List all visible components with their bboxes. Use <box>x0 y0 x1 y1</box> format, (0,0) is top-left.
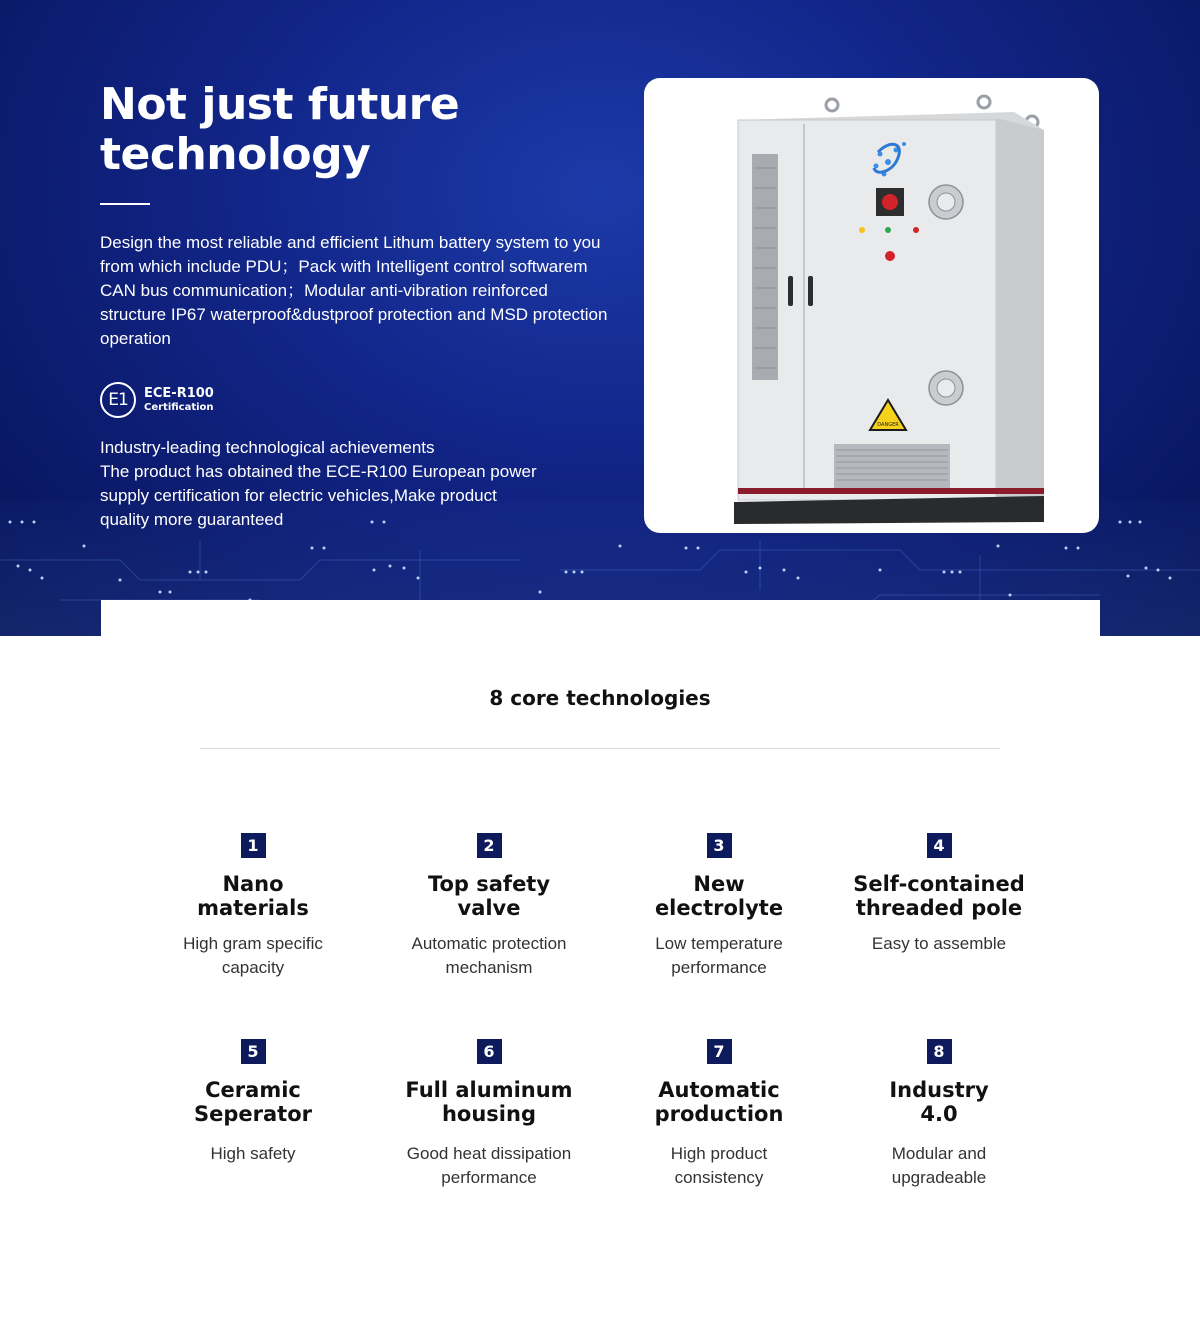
section-connector <box>101 600 1100 636</box>
tech-name: Nano materials <box>197 872 309 920</box>
tech-item-7 <box>604 1039 834 1190</box>
tech-name: Industry 4.0 <box>889 1078 989 1126</box>
tech-name: New electrolyte <box>654 872 784 920</box>
tech-description: Easy to assemble <box>871 934 1007 953</box>
tech-item-8 <box>824 1039 1054 1190</box>
tech-item-5 <box>138 1039 368 1166</box>
tech-description: Low temperature performance <box>655 934 783 977</box>
tech-item-3 <box>604 833 834 980</box>
hero-title: Not just future technology <box>100 79 460 180</box>
tech-name: Ceramic Seperator <box>194 1078 312 1126</box>
number-badge: 7 <box>707 1039 732 1064</box>
tech-item-1 <box>138 833 368 980</box>
tech-description: Modular and upgradeable <box>891 1144 987 1187</box>
number-badge: 8 <box>927 1039 952 1064</box>
hero-description: Design the most reliable and efficient Lithum battery system to you from which include PDU；Pack with Intelligent control softwarem CAN bus communication；Modular anti-vibration reinforced structure IP67 waterproof&dustproof protection and MSD protection operation <box>100 233 608 348</box>
certification-name: ECE-R100 <box>144 386 214 401</box>
certification-badge <box>100 382 214 418</box>
tech-item-4 <box>824 833 1054 956</box>
tech-name: Automatic production <box>654 1078 784 1126</box>
tech-description: High product consistency <box>670 1144 768 1187</box>
hero-banner <box>0 0 1200 636</box>
number-badge: 3 <box>707 833 732 858</box>
tech-item-6 <box>374 1039 604 1190</box>
number-badge: 2 <box>477 833 502 858</box>
core-technologies-title: 8 core technologies <box>489 686 711 710</box>
battery-cabinet-image <box>644 78 1099 533</box>
tech-name: Self-contained threaded pole <box>853 872 1025 920</box>
tech-name: Top safety valve <box>427 872 551 920</box>
number-badge: 4 <box>927 833 952 858</box>
number-badge: 5 <box>241 1039 266 1064</box>
tech-description: High gram specific capacity <box>183 934 323 977</box>
e1-mark-icon: E1 <box>100 382 136 418</box>
certification-label: Certification <box>144 402 214 413</box>
tech-name: Full aluminum housing <box>405 1078 573 1126</box>
warning-label: DANGER <box>877 422 899 428</box>
product-image-card <box>644 78 1099 533</box>
tech-description: Automatic protection mechanism <box>411 934 567 977</box>
number-badge: 6 <box>477 1039 502 1064</box>
achievement-text: Industry-leading technological achievements The product has obtained the ECE-R100 European power supply certification for electric vehicles,Make product quality more guaranteed <box>100 438 537 529</box>
tech-description: Good heat dissipation performance <box>406 1144 572 1187</box>
number-badge: 1 <box>241 833 266 858</box>
section-divider <box>200 748 1000 749</box>
tech-item-2 <box>374 833 604 980</box>
tech-description: High safety <box>210 1144 296 1163</box>
title-divider <box>100 203 150 205</box>
